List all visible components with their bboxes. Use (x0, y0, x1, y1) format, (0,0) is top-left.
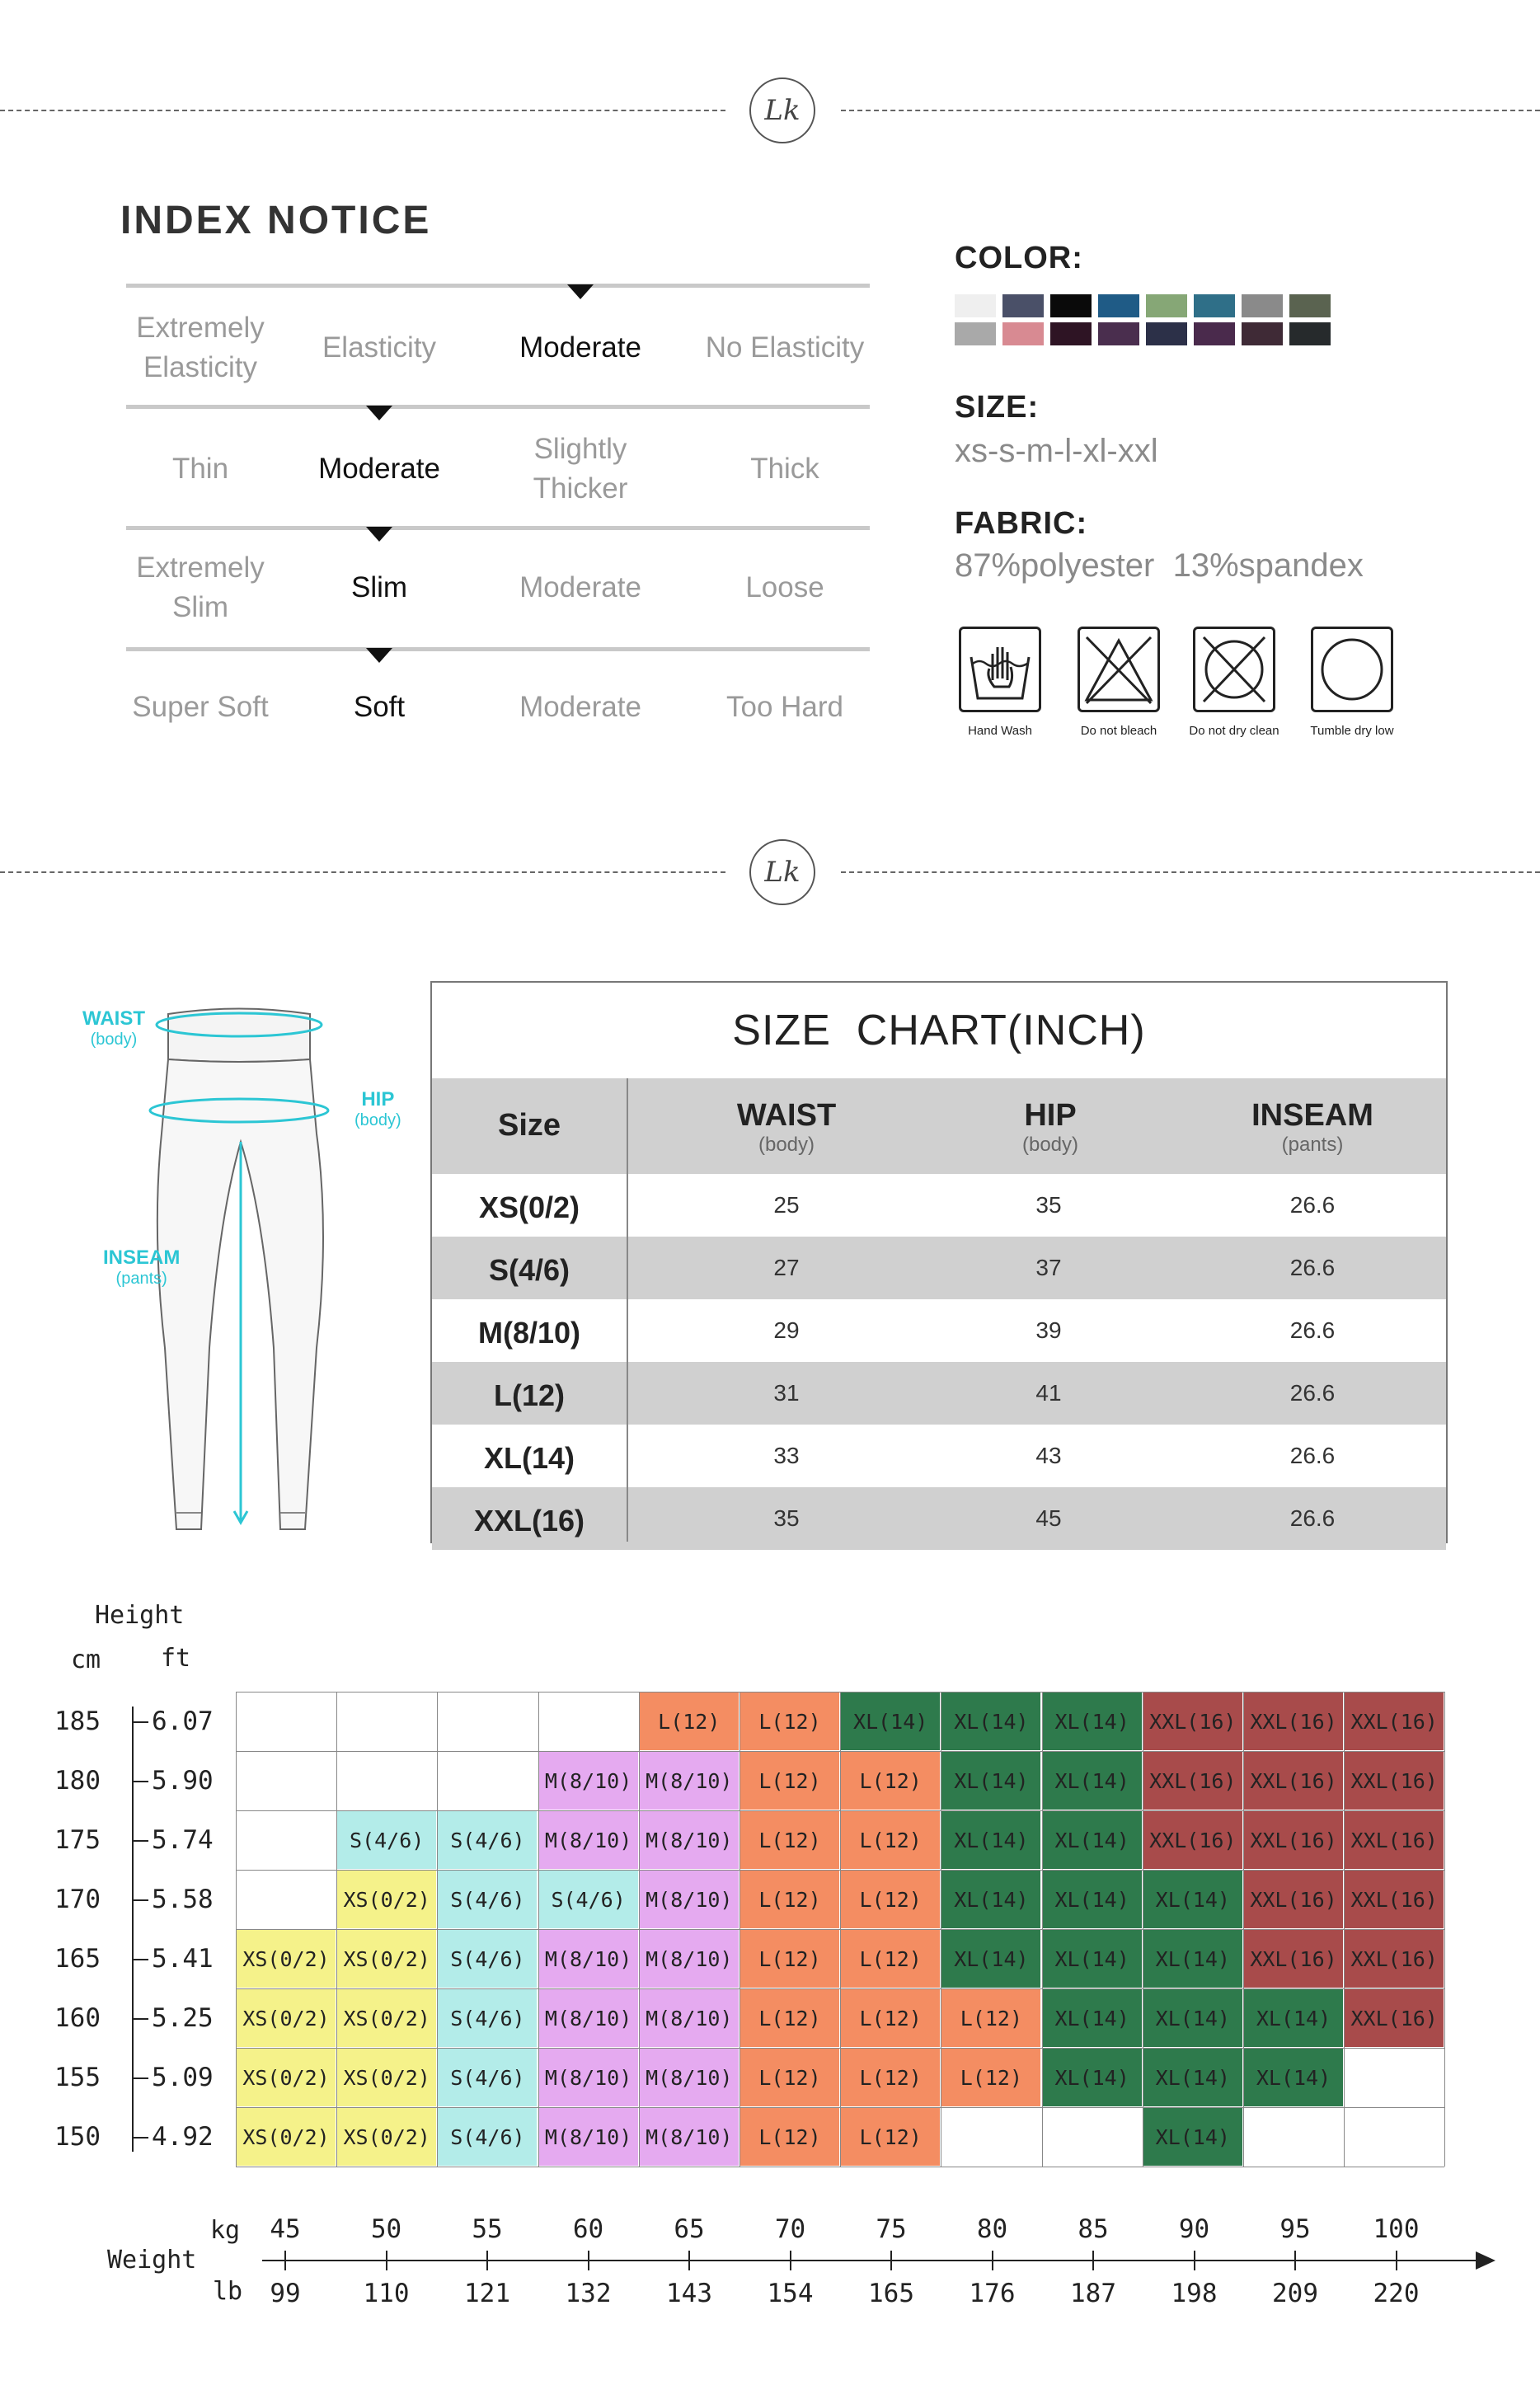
grid-cell: XL(14) (1143, 1988, 1243, 2048)
selected-marker-icon (366, 406, 392, 420)
size-chart-row (432, 1174, 1446, 1237)
index-option: No Elasticity (705, 331, 865, 364)
size-cell: S(4/6) (488, 1253, 570, 1287)
header-inseam (1189, 1098, 1436, 1157)
index-option: Moderate (519, 571, 641, 603)
grid-cell: XL(14) (941, 1751, 1041, 1810)
do-not-dry-clean-icon (1193, 627, 1275, 712)
grid-line (236, 1870, 1444, 1871)
grid-cell: XS(0/2) (236, 1929, 336, 1988)
grid-cell: XS(0/2) (336, 1929, 437, 1988)
grid-cell: XL(14) (1042, 1692, 1143, 1751)
grid-cell: S(4/6) (437, 1988, 538, 2048)
care-tumble-dry-low (1298, 627, 1406, 738)
hip-cell: 37 (1035, 1255, 1062, 1280)
grid-cell: XL(14) (1143, 2107, 1243, 2167)
hand-wash-icon (959, 627, 1041, 712)
care-hand-wash (951, 627, 1049, 738)
color-swatch (1050, 322, 1092, 345)
index-notice-title: INDEX NOTICE (120, 199, 432, 242)
size-chart-title: SIZE CHART(INCH) (732, 1007, 1146, 1054)
height-ft-label: 6.07 (152, 1707, 214, 1736)
weight-kg-label: 50 (370, 2214, 402, 2244)
height-cm-label: 155 (54, 2063, 101, 2092)
weight-kg-label: 60 (572, 2214, 604, 2244)
divider-line (0, 871, 725, 873)
grid-cell: M(8/10) (538, 1988, 639, 2048)
ft-unit-label: ft (161, 1644, 191, 1673)
weight-axis-line (262, 2260, 1479, 2261)
grid-line (236, 1692, 1444, 1693)
hip-cell: 45 (1035, 1505, 1062, 1531)
header-waist-text: WAIST (736, 1098, 837, 1133)
grid-cell: L(12) (840, 1988, 941, 2048)
color-swatch (1242, 322, 1283, 345)
height-tick (132, 1781, 148, 1782)
header-waist (663, 1098, 910, 1157)
header-hip-sub: (body) (1021, 1134, 1079, 1156)
brand-logo (749, 839, 815, 905)
height-tick (132, 1899, 148, 1901)
grid-cell: M(8/10) (639, 1751, 739, 1810)
height-cm-label: 180 (54, 1766, 101, 1796)
height-cm-label: 170 (54, 1885, 101, 1914)
index-option: Extremely Slim (136, 552, 265, 623)
hip-sub-text: (body) (354, 1111, 401, 1129)
grid-cell: XS(0/2) (236, 2048, 336, 2107)
height-ft-label: 5.90 (152, 1766, 214, 1796)
grid-line (236, 2107, 1444, 2108)
care-do-not-bleach (1065, 627, 1172, 738)
grid-cell: L(12) (941, 1988, 1041, 2048)
header-inseam-sub: (pants) (1281, 1134, 1344, 1156)
kg-unit-label: kg (210, 2216, 241, 2245)
color-swatch (1050, 294, 1092, 317)
height-tick (132, 1721, 148, 1723)
index-option: Loose (745, 571, 824, 603)
waist-cell: 25 (773, 1192, 800, 1218)
grid-cell: XXL(16) (1143, 1810, 1243, 1870)
grid-line (236, 1988, 1444, 1989)
height-ft-label: 5.09 (152, 2063, 214, 2092)
grid-cell: M(8/10) (639, 1810, 739, 1870)
height-weight-grid (236, 1692, 1444, 2167)
size-label: SIZE: (955, 390, 1040, 425)
header-waist-sub: (body) (758, 1134, 815, 1156)
grid-cell: XS(0/2) (336, 2048, 437, 2107)
weight-kg-label: 80 (976, 2214, 1008, 2244)
size-chart-row (432, 1299, 1446, 1362)
grid-cell: XXL(16) (1344, 1870, 1444, 1929)
header-hip (927, 1098, 1174, 1157)
care-label: Do not bleach (1080, 724, 1157, 738)
inseam-cell: 26.6 (1289, 1505, 1336, 1531)
size-cell: XXL(16) (473, 1504, 585, 1538)
cm-unit-label: cm (71, 1646, 101, 1674)
size-cell: XL(14) (483, 1441, 575, 1475)
size-chart-row (432, 1362, 1446, 1425)
care-label: Do not dry clean (1189, 724, 1279, 738)
grid-cell: L(12) (739, 2107, 840, 2167)
index-option: Moderate (519, 691, 641, 723)
grid-cell: XXL(16) (1243, 1929, 1344, 1988)
grid-cell: L(12) (739, 1870, 840, 1929)
weight-lb-label: 198 (1171, 2279, 1218, 2308)
weight-axis-arrow-icon (1476, 2251, 1495, 2270)
grid-cell: M(8/10) (639, 1988, 739, 2048)
grid-cell: S(4/6) (437, 2107, 538, 2167)
color-label: COLOR: (955, 241, 1083, 275)
grid-cell: M(8/10) (538, 1810, 639, 1870)
grid-cell: L(12) (739, 1988, 840, 2048)
header-inseam-text: INSEAM (1251, 1098, 1373, 1133)
grid-cell: S(4/6) (538, 1870, 639, 1929)
weight-lb-label: 99 (270, 2279, 301, 2308)
grid-cell: XXL(16) (1143, 1692, 1243, 1751)
size-chart-row (432, 1487, 1446, 1550)
fabric-value: 87%polyester 13%spandex (955, 547, 1364, 584)
grid-cell: L(12) (840, 2048, 941, 2107)
grid-cell: XL(14) (1243, 2048, 1344, 2107)
grid-cell: S(4/6) (437, 1810, 538, 1870)
inseam-label (103, 1246, 180, 1289)
weight-lb-label: 187 (1070, 2279, 1116, 2308)
divider-line (841, 110, 1540, 111)
weight-kg-label: 75 (876, 2214, 907, 2244)
hip-cell: 43 (1035, 1443, 1062, 1468)
height-ft-label: 5.74 (152, 1825, 214, 1855)
grid-cell: XXL(16) (1143, 1751, 1243, 1810)
color-swatch (1194, 294, 1235, 317)
grid-cell: L(12) (840, 2107, 941, 2167)
selected-marker-icon (366, 527, 392, 542)
height-tick (132, 2018, 148, 2020)
height-ft-label: 5.25 (152, 2003, 214, 2033)
weight-tick (688, 2251, 690, 2270)
grid-cell: XXL(16) (1344, 1692, 1444, 1751)
height-ft-label: 5.58 (152, 1885, 214, 1914)
color-swatch (1098, 322, 1139, 345)
inseam-cell: 26.6 (1289, 1317, 1336, 1343)
height-axis-title: Height (95, 1601, 185, 1630)
height-tick (132, 2137, 148, 2139)
weight-tick (486, 2251, 488, 2270)
weight-kg-label: 45 (270, 2214, 301, 2244)
size-chart-header (432, 1078, 1446, 1174)
grid-cell: XXL(16) (1344, 1929, 1444, 1988)
grid-line (236, 2048, 1444, 2049)
index-option: Too Hard (725, 691, 844, 723)
grid-cell: XL(14) (1042, 1988, 1143, 2048)
grid-cell: L(12) (739, 1692, 840, 1751)
color-swatch (1242, 294, 1283, 317)
grid-line (236, 1751, 1444, 1752)
tumble-dry-low-icon (1311, 627, 1393, 712)
color-swatch (1194, 322, 1235, 345)
waist-label (82, 1007, 145, 1049)
grid-line (1444, 1692, 1445, 2167)
grid-cell: L(12) (941, 2048, 1041, 2107)
height-tick (132, 2077, 148, 2079)
weight-kg-label: 95 (1279, 2214, 1311, 2244)
weight-tick (1092, 2251, 1094, 2270)
weight-kg-label: 55 (472, 2214, 503, 2244)
height-tick (132, 1959, 148, 1960)
height-ft-label: 4.92 (152, 2122, 214, 2152)
grid-cell: XL(14) (1042, 1929, 1143, 1988)
inseam-cell: 26.6 (1289, 1443, 1336, 1468)
grid-cell: XXL(16) (1243, 1751, 1344, 1810)
weight-tick (790, 2251, 791, 2270)
inseam-cell: 26.6 (1289, 1380, 1336, 1406)
hip-cell: 35 (1035, 1192, 1062, 1218)
waist-cell: 31 (773, 1380, 800, 1406)
grid-cell: L(12) (840, 1810, 941, 1870)
index-option: Moderate (519, 331, 641, 364)
weight-lb-label: 143 (666, 2279, 712, 2308)
grid-cell: XL(14) (1042, 1810, 1143, 1870)
grid-cell: M(8/10) (639, 1870, 739, 1929)
weight-lb-label: 132 (565, 2279, 612, 2308)
do-not-bleach-icon (1078, 627, 1160, 712)
brand-logo-text: Lk (764, 94, 801, 127)
inseam-cell: 26.6 (1289, 1255, 1336, 1280)
grid-cell: XL(14) (1042, 1870, 1143, 1929)
grid-cell: XL(14) (1042, 2048, 1143, 2107)
fabric-label: FABRIC: (955, 506, 1088, 541)
grid-cell: XL(14) (941, 1810, 1041, 1870)
weight-lb-label: 209 (1272, 2279, 1318, 2308)
index-option: Super Soft (132, 691, 269, 723)
grid-cell: XS(0/2) (236, 2107, 336, 2167)
index-option: Moderate (318, 453, 440, 485)
hip-cell: 41 (1035, 1380, 1062, 1406)
index-option: Soft (353, 691, 406, 723)
weight-kg-label: 65 (674, 2214, 705, 2244)
waist-sub-text: (body) (90, 1031, 138, 1049)
grid-cell: M(8/10) (538, 2107, 639, 2167)
waist-cell: 35 (773, 1505, 800, 1531)
hip-label (354, 1088, 401, 1130)
header-size: Size (497, 1108, 561, 1143)
grid-cell: XL(14) (840, 1692, 941, 1751)
height-cm-label: 175 (54, 1825, 101, 1855)
grid-cell: S(4/6) (437, 1870, 538, 1929)
grid-cell: XXL(16) (1243, 1692, 1344, 1751)
size-chart-row (432, 1425, 1446, 1487)
index-option: Extremely Elasticity (136, 312, 265, 383)
grid-cell: XS(0/2) (336, 2107, 437, 2167)
grid-cell: XL(14) (1143, 1870, 1243, 1929)
grid-cell: S(4/6) (336, 1810, 437, 1870)
grid-cell: XL(14) (941, 1870, 1041, 1929)
grid-line (236, 1810, 1444, 1811)
waist-cell: 29 (773, 1317, 800, 1343)
height-cm-label: 165 (54, 1944, 101, 1974)
weight-tick (992, 2251, 993, 2270)
grid-cell: XS(0/2) (336, 1870, 437, 1929)
weight-lb-label: 220 (1373, 2279, 1420, 2308)
index-row-line (126, 647, 870, 651)
index-row-line (126, 526, 870, 530)
grid-cell: M(8/10) (639, 2107, 739, 2167)
size-cell: L(12) (493, 1378, 565, 1412)
color-swatch (1002, 294, 1044, 317)
column-divider (627, 1078, 628, 1542)
grid-cell: L(12) (739, 2048, 840, 2107)
index-option: Thick (750, 453, 819, 485)
grid-cell: L(12) (739, 1751, 840, 1810)
weight-tick (890, 2251, 892, 2270)
height-ft-label: 5.41 (152, 1944, 214, 1974)
weight-tick (1194, 2251, 1195, 2270)
grid-line (236, 1929, 1444, 1930)
color-swatch (955, 294, 996, 317)
height-axis-line (132, 1707, 134, 2152)
weight-kg-label: 100 (1373, 2214, 1420, 2244)
grid-cell: L(12) (840, 1870, 941, 1929)
size-value: xs-s-m-l-xl-xxl (955, 433, 1158, 469)
care-label: Hand Wash (968, 724, 1032, 738)
weight-lb-label: 110 (363, 2279, 410, 2308)
color-swatch (1146, 294, 1187, 317)
grid-cell: XL(14) (1042, 1751, 1143, 1810)
lb-unit-label: lb (213, 2277, 243, 2306)
grid-cell: M(8/10) (538, 2048, 639, 2107)
weight-kg-label: 70 (774, 2214, 806, 2244)
weight-tick (284, 2251, 286, 2270)
color-swatch (1289, 322, 1331, 345)
weight-lb-label: 176 (969, 2279, 1016, 2308)
size-chart-table (430, 981, 1448, 1543)
grid-cell: S(4/6) (437, 2048, 538, 2107)
height-cm-label: 150 (54, 2122, 101, 2152)
grid-cell: XL(14) (1243, 1988, 1344, 2048)
grid-cell: L(12) (840, 1751, 941, 1810)
grid-cell: M(8/10) (639, 2048, 739, 2107)
grid-cell: L(12) (739, 1810, 840, 1870)
grid-cell: XL(14) (1143, 2048, 1243, 2107)
weight-tick (1396, 2251, 1397, 2270)
grid-cell: L(12) (639, 1692, 739, 1751)
index-option: Elasticity (322, 331, 437, 364)
weight-tick (588, 2251, 589, 2270)
color-swatch (1146, 322, 1187, 345)
grid-cell: XXL(16) (1243, 1870, 1344, 1929)
inseam-cell: 26.6 (1289, 1192, 1336, 1218)
index-option: Thin (171, 453, 229, 485)
index-row-line (126, 405, 870, 409)
waist-text: WAIST (82, 1007, 145, 1030)
hip-cell: 39 (1035, 1317, 1062, 1343)
color-swatch (1002, 322, 1044, 345)
height-tick (132, 1840, 148, 1842)
inseam-text: INSEAM (103, 1246, 181, 1269)
waist-cell: 33 (773, 1443, 800, 1468)
hip-text: HIP (361, 1088, 395, 1110)
index-row-line (126, 284, 870, 288)
care-label: Tumble dry low (1310, 724, 1394, 738)
weight-lb-label: 154 (767, 2279, 814, 2308)
care-do-not-dry-clean (1181, 627, 1288, 738)
grid-cell: XS(0/2) (236, 1988, 336, 2048)
weight-tick (386, 2251, 387, 2270)
weight-tick (1294, 2251, 1296, 2270)
divider-line (0, 110, 725, 111)
height-cm-label: 160 (54, 2003, 101, 2033)
size-cell: XS(0/2) (478, 1190, 580, 1224)
weight-kg-label: 85 (1078, 2214, 1109, 2244)
index-option: Slim (350, 571, 408, 603)
grid-cell: XXL(16) (1344, 1988, 1444, 2048)
weight-kg-label: 90 (1178, 2214, 1210, 2244)
color-swatch (1289, 294, 1331, 317)
divider-line (841, 871, 1540, 873)
grid-cell: M(8/10) (538, 1929, 639, 1988)
index-option: Slightly Thicker (533, 433, 628, 505)
grid-cell: S(4/6) (437, 1929, 538, 1988)
grid-cell: L(12) (840, 1929, 941, 1988)
grid-cell: XL(14) (941, 1929, 1041, 1988)
grid-cell: XXL(16) (1243, 1810, 1344, 1870)
grid-cell: XL(14) (1143, 1929, 1243, 1988)
selected-marker-icon (567, 284, 594, 299)
brand-logo (749, 77, 815, 143)
weight-lb-label: 165 (868, 2279, 914, 2308)
selected-marker-icon (366, 648, 392, 663)
header-hip-text: HIP (1024, 1098, 1077, 1133)
grid-cell: XXL(16) (1344, 1810, 1444, 1870)
grid-cell: XS(0/2) (336, 1988, 437, 2048)
grid-cell: XXL(16) (1344, 1751, 1444, 1810)
brand-logo-text: Lk (764, 856, 801, 889)
inseam-sub-text: (pants) (115, 1270, 167, 1288)
height-cm-label: 185 (54, 1707, 101, 1736)
color-swatch (955, 322, 996, 345)
grid-cell: M(8/10) (538, 1751, 639, 1810)
size-chart-row (432, 1237, 1446, 1299)
weight-axis-title: Weight (107, 2246, 197, 2275)
grid-cell: XL(14) (941, 1692, 1041, 1751)
size-cell: M(8/10) (477, 1316, 581, 1350)
color-swatch (1098, 294, 1139, 317)
grid-cell: M(8/10) (639, 1929, 739, 1988)
waist-cell: 27 (773, 1255, 800, 1280)
weight-lb-label: 121 (464, 2279, 510, 2308)
grid-cell: L(12) (739, 1929, 840, 1988)
